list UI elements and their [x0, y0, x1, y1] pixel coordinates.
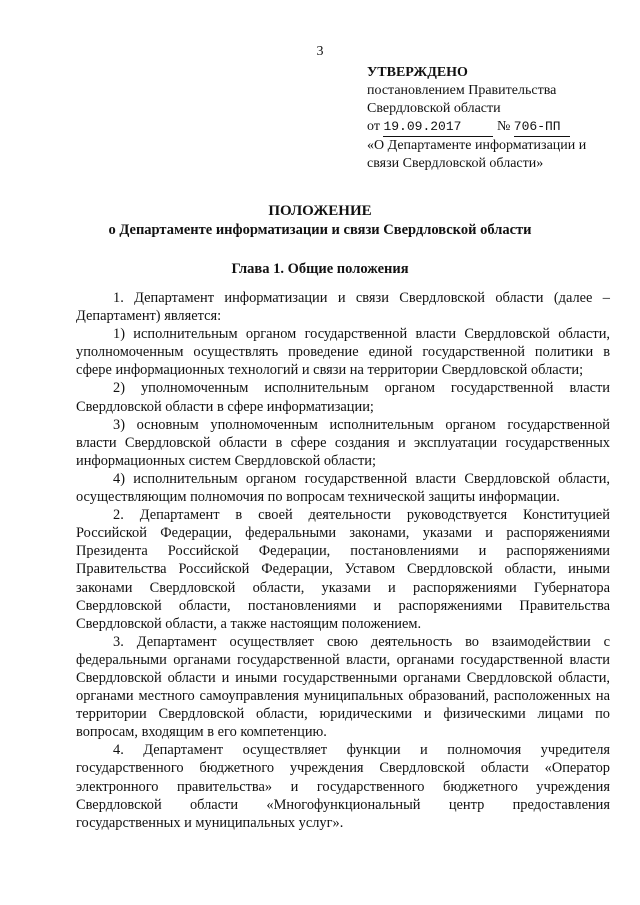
approval-title: УТВЕРЖДЕНО	[367, 65, 468, 80]
page-number: 3	[316, 44, 324, 59]
document-subtitle: о Департаменте информатизации и связи Свердловской области	[108, 222, 532, 238]
approval-line: постановлением Правительства	[367, 83, 557, 98]
approval-number: 706-ПП	[514, 118, 570, 137]
approval-line: Свердловской области	[367, 101, 501, 116]
approval-stamp	[367, 64, 622, 173]
paragraph: 1. Департамент информатизации и связи Свердловской области (далее – Департамент) является:	[76, 290, 610, 325]
paragraph: 3. Департамент осуществляет свою деятельность во взаимодействии с федеральными органами государственной власти, органами государственной власти Свердловской области и иными государственными органами Свердловской области, органами местного самоуправления муниципальных образований, расположенных на территории Свердловской области, юридическими и физическими лицами по вопросам, входящим в его компетенцию.	[76, 633, 610, 741]
paragraph: 1) исполнительным органом государственной власти Свердловской области, уполномоченным осуществлять проведение единой государственной политики в сфере информационных технологий и связи на территории Свердловской области;	[76, 326, 610, 379]
approval-date: 19.09.2017	[383, 118, 493, 137]
document-body	[76, 289, 610, 832]
paragraph: 4) исполнительным органом государственной власти Свердловской области, осуществляющим полномочия по вопросам технической защиты информации.	[76, 470, 610, 506]
date-prefix: от	[367, 119, 380, 134]
approval-about: связи Свердловской области»	[367, 156, 544, 171]
approval-date-line	[367, 118, 622, 137]
paragraph: 4. Департамент осуществляет функции и полномочия учредителя государственного бюджетного учреждения Свердловской области «Оператор электронного правительства» и государственного бюджетного учреждения Свердловской области «Многофункциональный центр предоставления государственных и муниципальных услуг».	[76, 742, 610, 831]
number-sign: №	[496, 119, 511, 134]
approval-about: «О Департаменте информатизации и	[367, 138, 587, 153]
paragraph: 2. Департамент в своей деятельности руководствуется Конституцией Российской Федерации, федеральными законами, указами и распоряжениями Президента Российской Федерации, постановлениями и распоряжениями Правительства Российской Федерации, Уставом Свердловской области, иными законами Свердловской области, указами и распоряжениями Губернатора Свердловской области, постановлениями и распоряжениями Правительства Свердловской области, а также настоящим положением.	[76, 507, 610, 632]
document-title: ПОЛОЖЕНИЕ	[268, 203, 372, 219]
chapter-heading: Глава 1. Общие положения	[231, 261, 409, 277]
paragraph: 2) уполномоченным исполнительным органом государственной власти Свердловской области в сфере информатизации;	[76, 380, 610, 415]
paragraph: 3) основным уполномоченным исполнительным органом государственной власти Свердловской области в сфере создания и эксплуатации государственных информационных систем Свердловской области;	[76, 416, 610, 469]
